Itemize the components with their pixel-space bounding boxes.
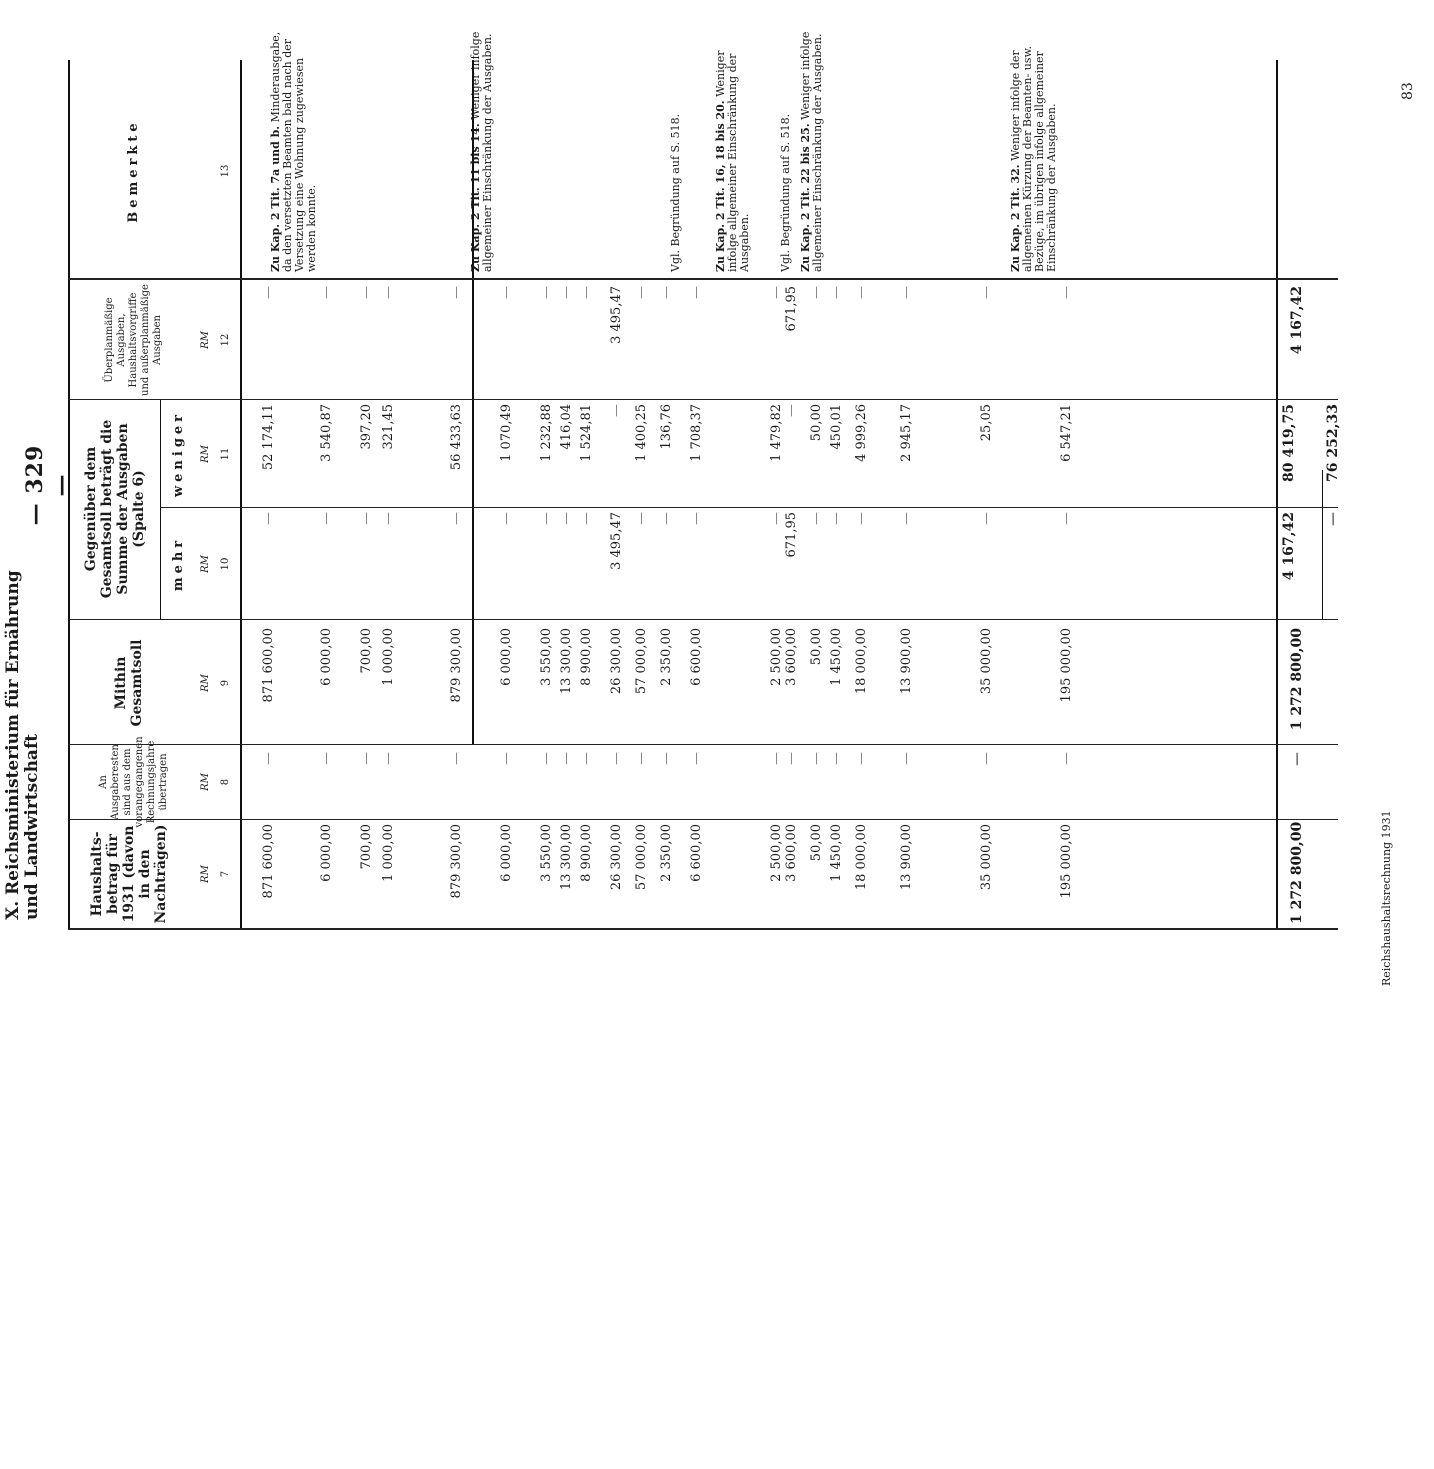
remark-head: Zu Kap. 2 Tit. 16, 18 bis 20. [714,100,727,272]
col8-left [68,819,1338,820]
cell-c11: 56 433,63 [449,404,464,471]
col12-left [68,399,1338,400]
colnum-9: 9 [220,679,231,687]
cell-c12: — [979,286,994,299]
cell-c11: 1 708,37 [689,404,704,462]
remark-text: Minderausgabe, da den versetzten Beamten bald nach der Versetzung eine Wohnung zugewiesen werden konnte. [269,31,318,272]
group-10-11-divider [160,400,161,620]
header-bottom-rule [240,60,242,930]
col7-left [68,928,1338,930]
cell-c9: 1 000,00 [381,628,396,686]
cell-c8: — [609,752,624,765]
cell-c7: 700,00 [359,824,374,870]
remark-text: Weniger infolge allgemeiner Einschränkung der Ausgaben. [799,31,824,272]
cell-c10: — [319,512,334,525]
header-col7: Haushalts-betrag für 1931 (davon in den Nachträgen) [89,824,169,924]
cell-c7: 50,00 [809,824,824,862]
cell-c9: 26 300,00 [609,628,624,695]
total-col10-sum: 4 167,42 [1281,512,1297,581]
colnum-12: 12 [220,333,231,347]
total-col9: 1 272 800,00 [1289,628,1305,731]
cell-c11: 397,20 [359,404,374,450]
cell-c8: — [899,752,914,765]
cell-c11: 3 540,87 [319,404,334,462]
total-col7: 1 272 800,00 [1289,821,1305,924]
header-col13: Bemerkte [126,119,141,223]
page-number [22,430,74,540]
folio-number: 83 [1400,82,1416,100]
cell-c8: — [449,752,464,765]
cell-c10: — [499,512,514,525]
cell-c10: — [579,512,594,525]
header-col8: An Ausgaberesten sind aus dem vorangegangenen Rechnungsjahre übertragen [98,736,169,828]
cell-c12: 3 495,47 [609,286,624,344]
remark-text: Weniger infolge allgemeiner Einschränkung der Ausgaben. [714,50,751,272]
col10-left [68,619,1338,620]
cell-c10: — [449,512,464,525]
cell-c7: 2 500,00 [769,824,784,882]
cell-c7: 13 900,00 [899,824,914,891]
cell-c12: — [499,286,514,299]
cell-c8: — [319,752,334,765]
cell-c10: — [261,512,276,525]
header-col11: weniger [171,410,186,498]
cell-c11: — [609,404,624,417]
remark-entry [1010,22,1058,272]
cell-c10: — [829,512,844,525]
cell-c9: 2 500,00 [769,628,784,686]
cell-c8: — [784,752,799,765]
colnum-11: 11 [220,447,231,461]
cell-c12: — [899,286,914,299]
cell-c11: 50,00 [809,404,824,442]
cell-c9: 13 300,00 [559,628,574,695]
cell-c11: 1 400,25 [634,404,649,462]
cell-c7: 35 000,00 [979,824,994,891]
total-col10-net: — [1325,512,1341,526]
cell-c10: — [854,512,869,525]
cell-c9: 2 350,00 [659,628,674,686]
cell-c12: — [261,286,276,299]
unit-col12: RM [200,331,211,349]
remark-text: Weniger infolge der allgemeinen Kürzung der Beamten- usw. Bezüge, im übrigen infolge allgemeiner Einschränkung der Ausgaben. [1009,45,1058,272]
cell-c9: 3 600,00 [784,628,799,686]
header-col10: mehr [171,536,186,592]
cell-c7: 2 350,00 [659,824,674,882]
cell-c10: 3 495,47 [609,512,624,570]
remark-text: Vgl. Begründung auf S. 518. [669,113,682,272]
remark-text: Vgl. Begründung auf S. 518. [779,113,792,272]
cell-c11: 6 547,21 [1059,404,1074,462]
cell-c9: 18 000,00 [854,628,869,695]
cell-c11: 25,05 [979,404,994,442]
cell-c12: — [359,286,374,299]
cell-c7: 1 450,00 [829,824,844,882]
remark-entry [470,22,494,272]
cell-c8: — [829,752,844,765]
cell-c8: — [499,752,514,765]
cell-c8: — [579,752,594,765]
cell-c10: — [659,512,674,525]
cell-c11: 1 070,49 [499,404,514,462]
unit-col7: RM [200,865,211,883]
cell-c11: 1 479,82 [769,404,784,462]
cell-c12: — [854,286,869,299]
remark-entry [270,22,318,272]
cell-c8: — [1059,752,1074,765]
cell-c10: — [809,512,824,525]
cell-c11: 2 945,17 [899,404,914,462]
cell-c7: 13 300,00 [559,824,574,891]
cell-c8: — [659,752,674,765]
colnum-10: 10 [220,557,231,571]
cell-c12: — [1059,286,1074,299]
total-col11-net: 76 252,33 [1325,404,1341,482]
cell-c11: 52 174,11 [261,404,276,471]
cell-c11: — [784,404,799,417]
cell-c7: 3 600,00 [784,824,799,882]
cell-c12: — [659,286,674,299]
remark-text: Weniger infolge allgemeiner Einschränkung der Ausgaben. [469,31,494,272]
cell-c7: 18 000,00 [854,824,869,891]
remark-entry [670,22,682,272]
cell-c10: 671,95 [784,512,799,558]
remark-entry [715,22,751,272]
cell-c11: 1 232,88 [539,404,554,462]
totals-rule [1276,60,1278,930]
cell-c9: 871 600,00 [261,628,276,703]
cell-c8: — [261,752,276,765]
remark-head: Zu Kap. 2 Tit. 32. [1009,164,1022,272]
header-group-10-11: Gegenüber dem Gesamtsoll beträgt die Summe der Ausgaben (Spalte 6) [83,419,147,599]
cell-c12: — [829,286,844,299]
cell-c12: 671,95 [784,286,799,332]
cell-c10: — [899,512,914,525]
cell-c8: — [689,752,704,765]
cell-c9: 6 000,00 [499,628,514,686]
cell-c8: — [634,752,649,765]
cell-c7: 8 900,00 [579,824,594,882]
cell-c9: 6 600,00 [689,628,704,686]
cell-c9: 195 000,00 [1059,628,1074,703]
cell-c12: — [449,286,464,299]
header-col9: Mithin Gesamtsoll [113,639,145,727]
remark-head: Zu Kap. 2 Tit. 7a und b. [269,125,282,272]
cell-c9: 6 000,00 [319,628,334,686]
cell-c11: 416,04 [559,404,574,450]
cell-c11: 321,45 [381,404,396,450]
cell-c12: — [381,286,396,299]
cell-c8: — [769,752,784,765]
cell-c11: 4 999,26 [854,404,869,462]
cell-c11: 450,01 [829,404,844,450]
remark-head: Zu Kap. 2 Tit. 22 bis 25. [799,123,812,272]
cell-c12: — [769,286,784,299]
cell-c8: — [559,752,574,765]
total-col12: 4 167,42 [1289,286,1305,355]
col13-left [68,278,1338,280]
cell-c12: — [539,286,554,299]
cell-c9: 57 000,00 [634,628,649,695]
cell-c9: 1 450,00 [829,628,844,686]
dash-right: — [48,473,74,497]
cell-c12: — [559,286,574,299]
remark-entry [780,22,792,272]
header-col12: Überplanmäßige Ausgaben, Haushaltsvorgriffe und außerplanmäßige Ausgaben [104,284,163,396]
cell-c9: 8 900,00 [579,628,594,686]
cell-c10: — [979,512,994,525]
total-col11-sum: 80 419,75 [1281,404,1297,482]
cell-c12: — [579,286,594,299]
cell-c12: — [319,286,334,299]
cell-c7: 6 000,00 [319,824,334,882]
total-col8: — [1289,752,1305,766]
col11-left [160,507,1338,508]
remark-entry [800,22,824,272]
cell-c10: — [359,512,374,525]
cell-c12: — [689,286,704,299]
cell-c11: 136,76 [659,404,674,450]
dash-left: — [22,502,48,526]
cell-c7: 6 000,00 [499,824,514,882]
cell-c9: 13 900,00 [899,628,914,695]
unit-col10: RM [200,555,211,573]
col9-left [68,744,1338,745]
page-number-value: 329 [22,444,48,494]
cell-c10: — [689,512,704,525]
remark-head: Zu Kap. 2 Tit. 11 bis 14. [469,123,482,272]
cell-c12: — [634,286,649,299]
cell-c9: 3 550,00 [539,628,554,686]
cell-c7: 879 300,00 [449,824,464,899]
cell-c9: 700,00 [359,628,374,674]
page-footer: Reichshaushaltsrechnung 1931 [1380,810,1393,986]
cell-c8: — [979,752,994,765]
cell-c7: 3 550,00 [539,824,554,882]
unit-col8: RM [200,773,211,791]
table-top-rule [68,60,70,930]
cell-c10: — [634,512,649,525]
cell-c8: — [381,752,396,765]
unit-col9: RM [200,674,211,692]
cell-c8: — [854,752,869,765]
cell-c12: — [809,286,824,299]
net-rule [1322,470,1323,620]
cell-c7: 57 000,00 [634,824,649,891]
colnum-7: 7 [220,870,231,878]
cell-c8: — [539,752,554,765]
cell-c7: 26 300,00 [609,824,624,891]
colnum-8: 8 [220,778,231,786]
cell-c11: 1 524,81 [579,404,594,462]
cell-c9: 879 300,00 [449,628,464,703]
colnum-13: 13 [220,164,231,178]
cell-c10: — [559,512,574,525]
cell-c9: 50,00 [809,628,824,666]
cell-c7: 195 000,00 [1059,824,1074,899]
cell-c10: — [769,512,784,525]
cell-c9: 35 000,00 [979,628,994,695]
cell-c8: — [359,752,374,765]
unit-col11: RM [200,445,211,463]
section-title: X. Reichsministerium für Ernährung und Landwirtschaft [3,570,42,920]
cell-c10: — [1059,512,1074,525]
cell-c7: 1 000,00 [381,824,396,882]
cell-c7: 871 600,00 [261,824,276,899]
cell-c7: 6 600,00 [689,824,704,882]
cell-c10: — [539,512,554,525]
cell-c8: — [809,752,824,765]
cell-c10: — [381,512,396,525]
